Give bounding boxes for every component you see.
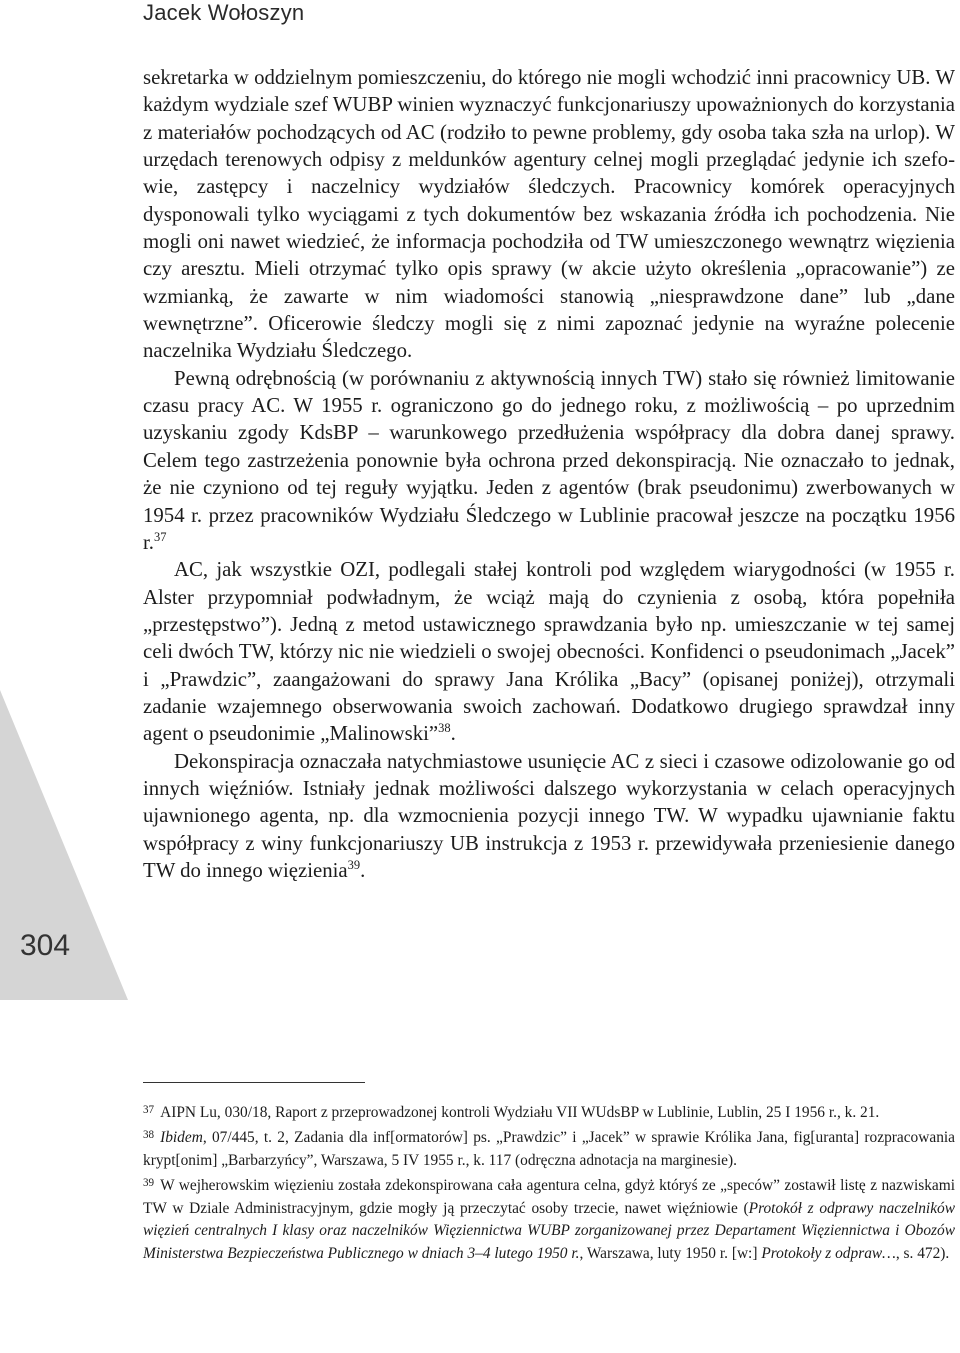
page-number: 304 [20,929,71,962]
footnote-37 [143,1099,955,1124]
paragraph-3: AC, jak wszystkie OZI, podlegali stałej kontroli pod względem wiarygodności (w 1955 r. Alster przypomniał podwładnym, że wciąż mają do czynienia z osobą, która popełniła „przestępstwo”). Jedną z metod ustawicznego sprawdzania było np. umieszczanie w tej samej celi dwóch TW, którzy nic nie wiedzieli o swojej obecności. Konfidenci o pseudonimach „Jacek” i „Prawdzic”, zaangażowani do sprawy Jana Królika „Bacy” (opisanej poniżej), otrzymali zadanie wzajemnego obserwowania swoich zachowań. Dodatkowo drugiego sprawdzał inny agent o pseudonimie „Malinowski”$^{38}$. [143,558,955,746]
paragraph-2-text: Pewną odrębnością (w porównaniu z aktywnością innych TW) stało się również limitowanie czasu pracy AC. W 1955 r. ograniczono go do jednego roku, z możliwością – po uprzednim uzyskaniu zgody KdsBP – warunkowego przedłużenia współpracy dla dobra danej sprawy. Celem tego zastrzeżenia ponownie była ochrona przed dekonspiracją. Nie oznaczało to jednak, że nie czyniono od tej reguły wyjątku. Jeden z agentów (brak pseudonimu) zwerbowanych w 1954 r. przez pracowników Wydziału Śledczego w Lublinie pracował jeszcze na początku 1956 r. [143,366,955,554]
paragraph-3-text: AC, jak wszystkie OZI, podlegali stałej kontroli pod względem wiarygodności (w 1955 r. Alster przypomniał podwładnym, że wciąż mają do czynienia z osobą, która popełniła „przestępstwo”). Jedną z metod ustawicznego sprawdzania było np. umieszczanie w tej samej celi dwóch TW, którzy nic nie wiedzieli o swojej obecności. Konfidenci o pseudonimach „Jacek” i „Prawdzic”, zaangażowani do sprawy Jana Królika „Bacy” (opisanej poniżej), otrzymali zadanie wzajemnego obserwowania swoich zachowań. Dodatkowo drugiego sprawdzał inny agent o pseudonimie „Malinowski” [143,558,955,746]
footnote-text: , Warszawa, luty 1950 r. [w:] [579,1244,762,1262]
footnotes-section [143,1099,955,1265]
footnote-text: , s. 472). [895,1244,950,1262]
footnote-italic: Ibidem [160,1129,203,1147]
running-header-author: Jacek Wołoszyn [143,0,305,25]
footnote-number: 39 [143,1177,155,1190]
paragraph-4: Dekonspiracja oznaczała natychmiastowe usunięcie AC z sieci i czasowe odizolowanie go od innych więźniów. Istniały jednak możliwości dalszego wykorzystania w celach operacyjnych ujawnionego agenta, np. dla wzmocnienia pozycji innego TW. W wypadku ujawnianie faktu współpracy z winy funkcjonariuszy UB instrukcja z 1953 r. przewidywała przeniesienie danego TW do innego więzienia$^{39}$. [143,749,955,882]
footnote-number: 38 [143,1129,155,1142]
footnote-ref-37[interactable]: 37 [153,529,167,544]
footnote-text: AIPN Lu, 030/18, Raport z przeprowadzonej kontroli Wydziału VII WUdsBP w Lublinie, Lublin, 25 I 1956 r., k. 21. [160,1103,880,1121]
paragraph-2 [143,365,955,556]
footnote-italic: Protokoły z odpraw… [761,1244,896,1262]
paragraph-1-text: sekretarka w oddzielnym pomieszczeniu, do którego nie mogli wchodzić inni pracownicy UB. W każdym wydziale szef WUBP winien wyznaczyć funkcjonariuszy upoważnionych do korzystania z materiałów pochodzących od AC (rodziło to pewne problemy, gdy osoba taka szła na urlop). W urzędach terenowych odpisy z meldunków agentury celnej mogli przeglądać jedynie ich szefowie, zastępcy i naczelnicy wydziałów śledczych. Pracownicy komórek operacyjnych dysponowali tylko wyciągami z tych dokumentów bez wskazania źródła ich pochodzenia. Nie mogli oni nawet wiedzieć, że informacja pochodziła od TW umieszczonego wewnątrz więzienia czy aresztu. Mieli otrzymać tylko opis sprawy (w akcie użyto określenia „opracowanie”) ze wzmianką, że zawarte w nim wiadomości stanowią „niesprawdzone dane” lub „dane wewnętrzne”. Oficerowie śledczy mogli się z nimi zapoznać jedynie na wyraźne polecenie naczelnika Wydziału Śledczego. [143,66,955,363]
footnote-italic: Protokół z odprawy naczelników więzień centralnych I klasy oraz naczelników Więziennictwa WUBP zorganizowanej przez Departament Więziennictwa i Obozów Ministerstwa Bezpieczeństwa Publicznego w dniach 3–4 lutego 1950 r. [143,1199,955,1262]
main-body-text [143,64,955,884]
paragraph-1 [143,64,955,365]
footnote-text: , 07/445, t. 2, Zadania dla inf[ormatorów] ps. „Prawdzic” i „Jacek” w sprawie Królika Jana, fig[uranta] rozpracowania krypt[onim] „Barbarzyńcy”, Warszawa, 5 IV 1955 r., k. 117 (odręczna adnotacja na marginesie). [143,1129,955,1169]
footnote-text: W wejherowskim więzieniu została zdekonspirowana cała agentura celna, gdyż któryś ze „speców” zostawił listę z nazwiskami TW w Dziale Administracyjnym, gdzie mogły ją przeczytać osoby trzecie, nawet więźniowie ( [143,1177,955,1217]
footnote-divider [143,1082,365,1083]
footnote-39 [143,1172,955,1265]
footnote-number: 37 [143,1104,155,1116]
footnote-ref-38[interactable]: 38 [438,721,451,736]
footnote-38 [143,1124,955,1172]
paragraph-4-text: Dekonspiracja oznaczała natychmiastowe usunięcie AC z sieci i czasowe odizolowanie go od innych więźniów. Istniały jednak możliwości dalszego wykorzystania w celach operacyjnych ujawnionego agenta, np. dla wzmocnienia pozycji innego TW. W wypadku ujawnianie faktu współpracy z winy funkcjonariuszy UB instrukcja z 1953 r. przewidywała przeniesienie danego TW do innego więzienia [143,749,955,882]
footnote-ref-39[interactable]: 39 [347,857,361,872]
